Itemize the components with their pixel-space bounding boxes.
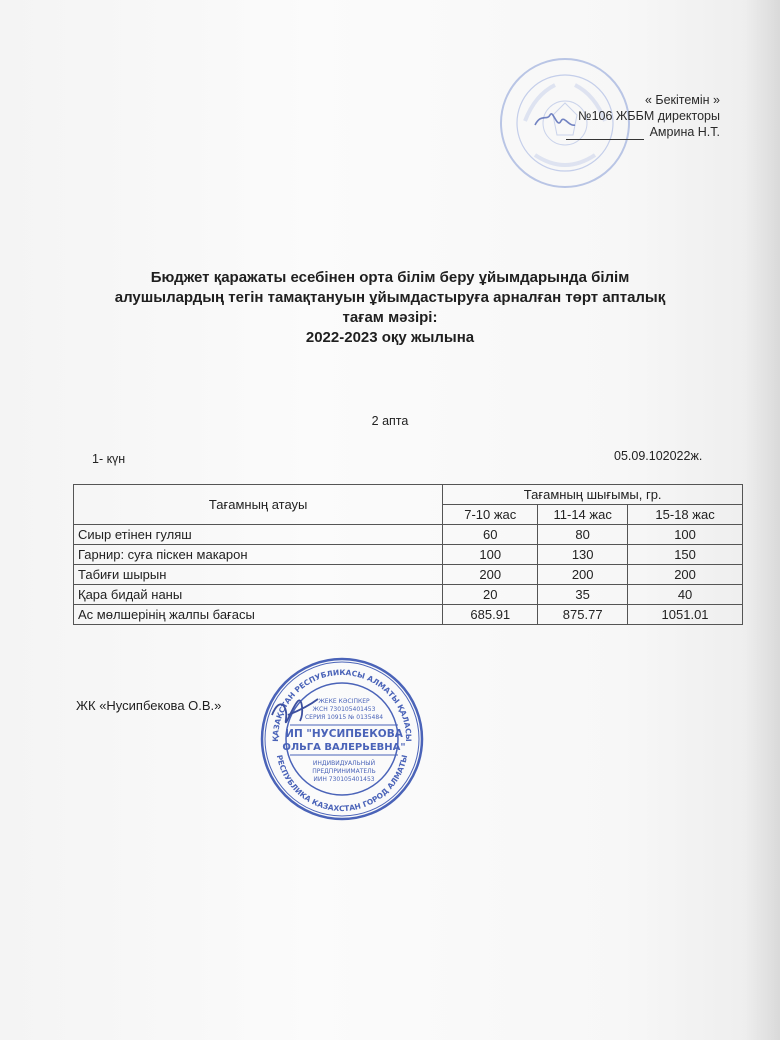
approval-line-2: №106 ЖББМ директоры: [578, 109, 720, 123]
col-name-header: Тағамның атауы: [74, 485, 443, 525]
title-line-4: 2022-2023 оқу жылына: [305, 329, 475, 346]
yield-11-14: 200: [538, 565, 628, 585]
yield-7-10: 200: [443, 565, 538, 585]
stamp-outer-bottom: РЕСПУБЛИКА КАЗАХСТАН ГОРОД АЛМАТЫ: [274, 753, 410, 814]
yield-15-18: 150: [628, 545, 743, 565]
table-row: [74, 545, 743, 565]
dish-name: Табиғи шырын: [74, 565, 443, 585]
title-line-3: тағам мәзірі:: [342, 309, 438, 326]
approval-block: [500, 92, 720, 140]
total-11-14: 875.77: [538, 605, 628, 625]
table-row: [74, 585, 743, 605]
stamp-ip-line-1: ЖЕКЕ КӘСІПКЕР: [318, 698, 370, 705]
col-yield-header: Тағамның шығымы, гр.: [443, 485, 743, 505]
stamp-name-line-1: ИП "НУСИПБЕКОВА: [285, 728, 403, 740]
age-group-3: 15-18 жас: [628, 505, 743, 525]
dish-name: Сиыр етінен гуляш: [74, 525, 443, 545]
menu-table: [73, 484, 743, 625]
table-row: [74, 565, 743, 585]
yield-11-14: 35: [538, 585, 628, 605]
day-label: 1- күн: [92, 452, 126, 466]
date-label: 05.09.102022ж.: [614, 449, 703, 463]
dish-name: Қара бидай наны: [74, 585, 443, 605]
total-row: [74, 605, 743, 625]
document-title: [70, 268, 710, 348]
yield-7-10: 20: [443, 585, 538, 605]
title-line-1: Бюджет қаражаты есебінен орта білім беру ұйымдарында білім: [150, 269, 630, 286]
stamp-ip-line-2: ЖСН 730105401453: [312, 706, 376, 713]
approval-line-3: [500, 124, 720, 140]
entrepreneur-stamp: [258, 655, 426, 823]
approval-line-1: « Бекітемін »: [644, 93, 720, 107]
yield-15-18: 200: [628, 565, 743, 585]
yield-15-18: 40: [628, 585, 743, 605]
title-line-2: алушылардың тегін тамақтануын ұйымдастыруға арналған төрт апталық: [114, 289, 666, 306]
yield-7-10: 100: [443, 545, 538, 565]
yield-11-14: 130: [538, 545, 628, 565]
week-label: 2 апта: [371, 414, 409, 428]
yield-15-18: 100: [628, 525, 743, 545]
stamp-bottom-line-3: ИИН 730105401453: [313, 776, 375, 783]
age-group-2: 11-14 жас: [538, 505, 628, 525]
contractor-name: ЖК «Нусипбекова О.В.»: [76, 698, 222, 713]
stamp-name-line-2: ОЛЬГА ВАЛЕРЬЕВНА": [282, 742, 406, 753]
yield-11-14: 80: [538, 525, 628, 545]
table-header-row: [74, 485, 743, 505]
total-label: Ас мөлшерінің жалпы бағасы: [74, 605, 443, 625]
table-row: [74, 525, 743, 545]
total-7-10: 685.91: [443, 605, 538, 625]
stamp-ip-line-3: СЕРИЯ 10915 № 0135484: [304, 714, 384, 721]
dish-name: Гарнир: суға піскен макарон: [74, 545, 443, 565]
yield-7-10: 60: [443, 525, 538, 545]
age-group-1: 7-10 жас: [443, 505, 538, 525]
stamp-outer-top: ҚАЗАҚСТАН РЕСПУБЛИКАСЫ АЛМАТЫ ҚАЛАСЫ: [270, 667, 414, 742]
stamp-bottom-line-1: ИНДИВИДУАЛЬНЫЙ: [312, 760, 376, 767]
director-name: Амрина Н.Т.: [649, 125, 720, 139]
signature-line: [566, 139, 644, 140]
total-15-18: 1051.01: [628, 605, 743, 625]
stamp-bottom-line-2: ПРЕДПРИНИМАТЕЛЬ: [312, 768, 376, 775]
